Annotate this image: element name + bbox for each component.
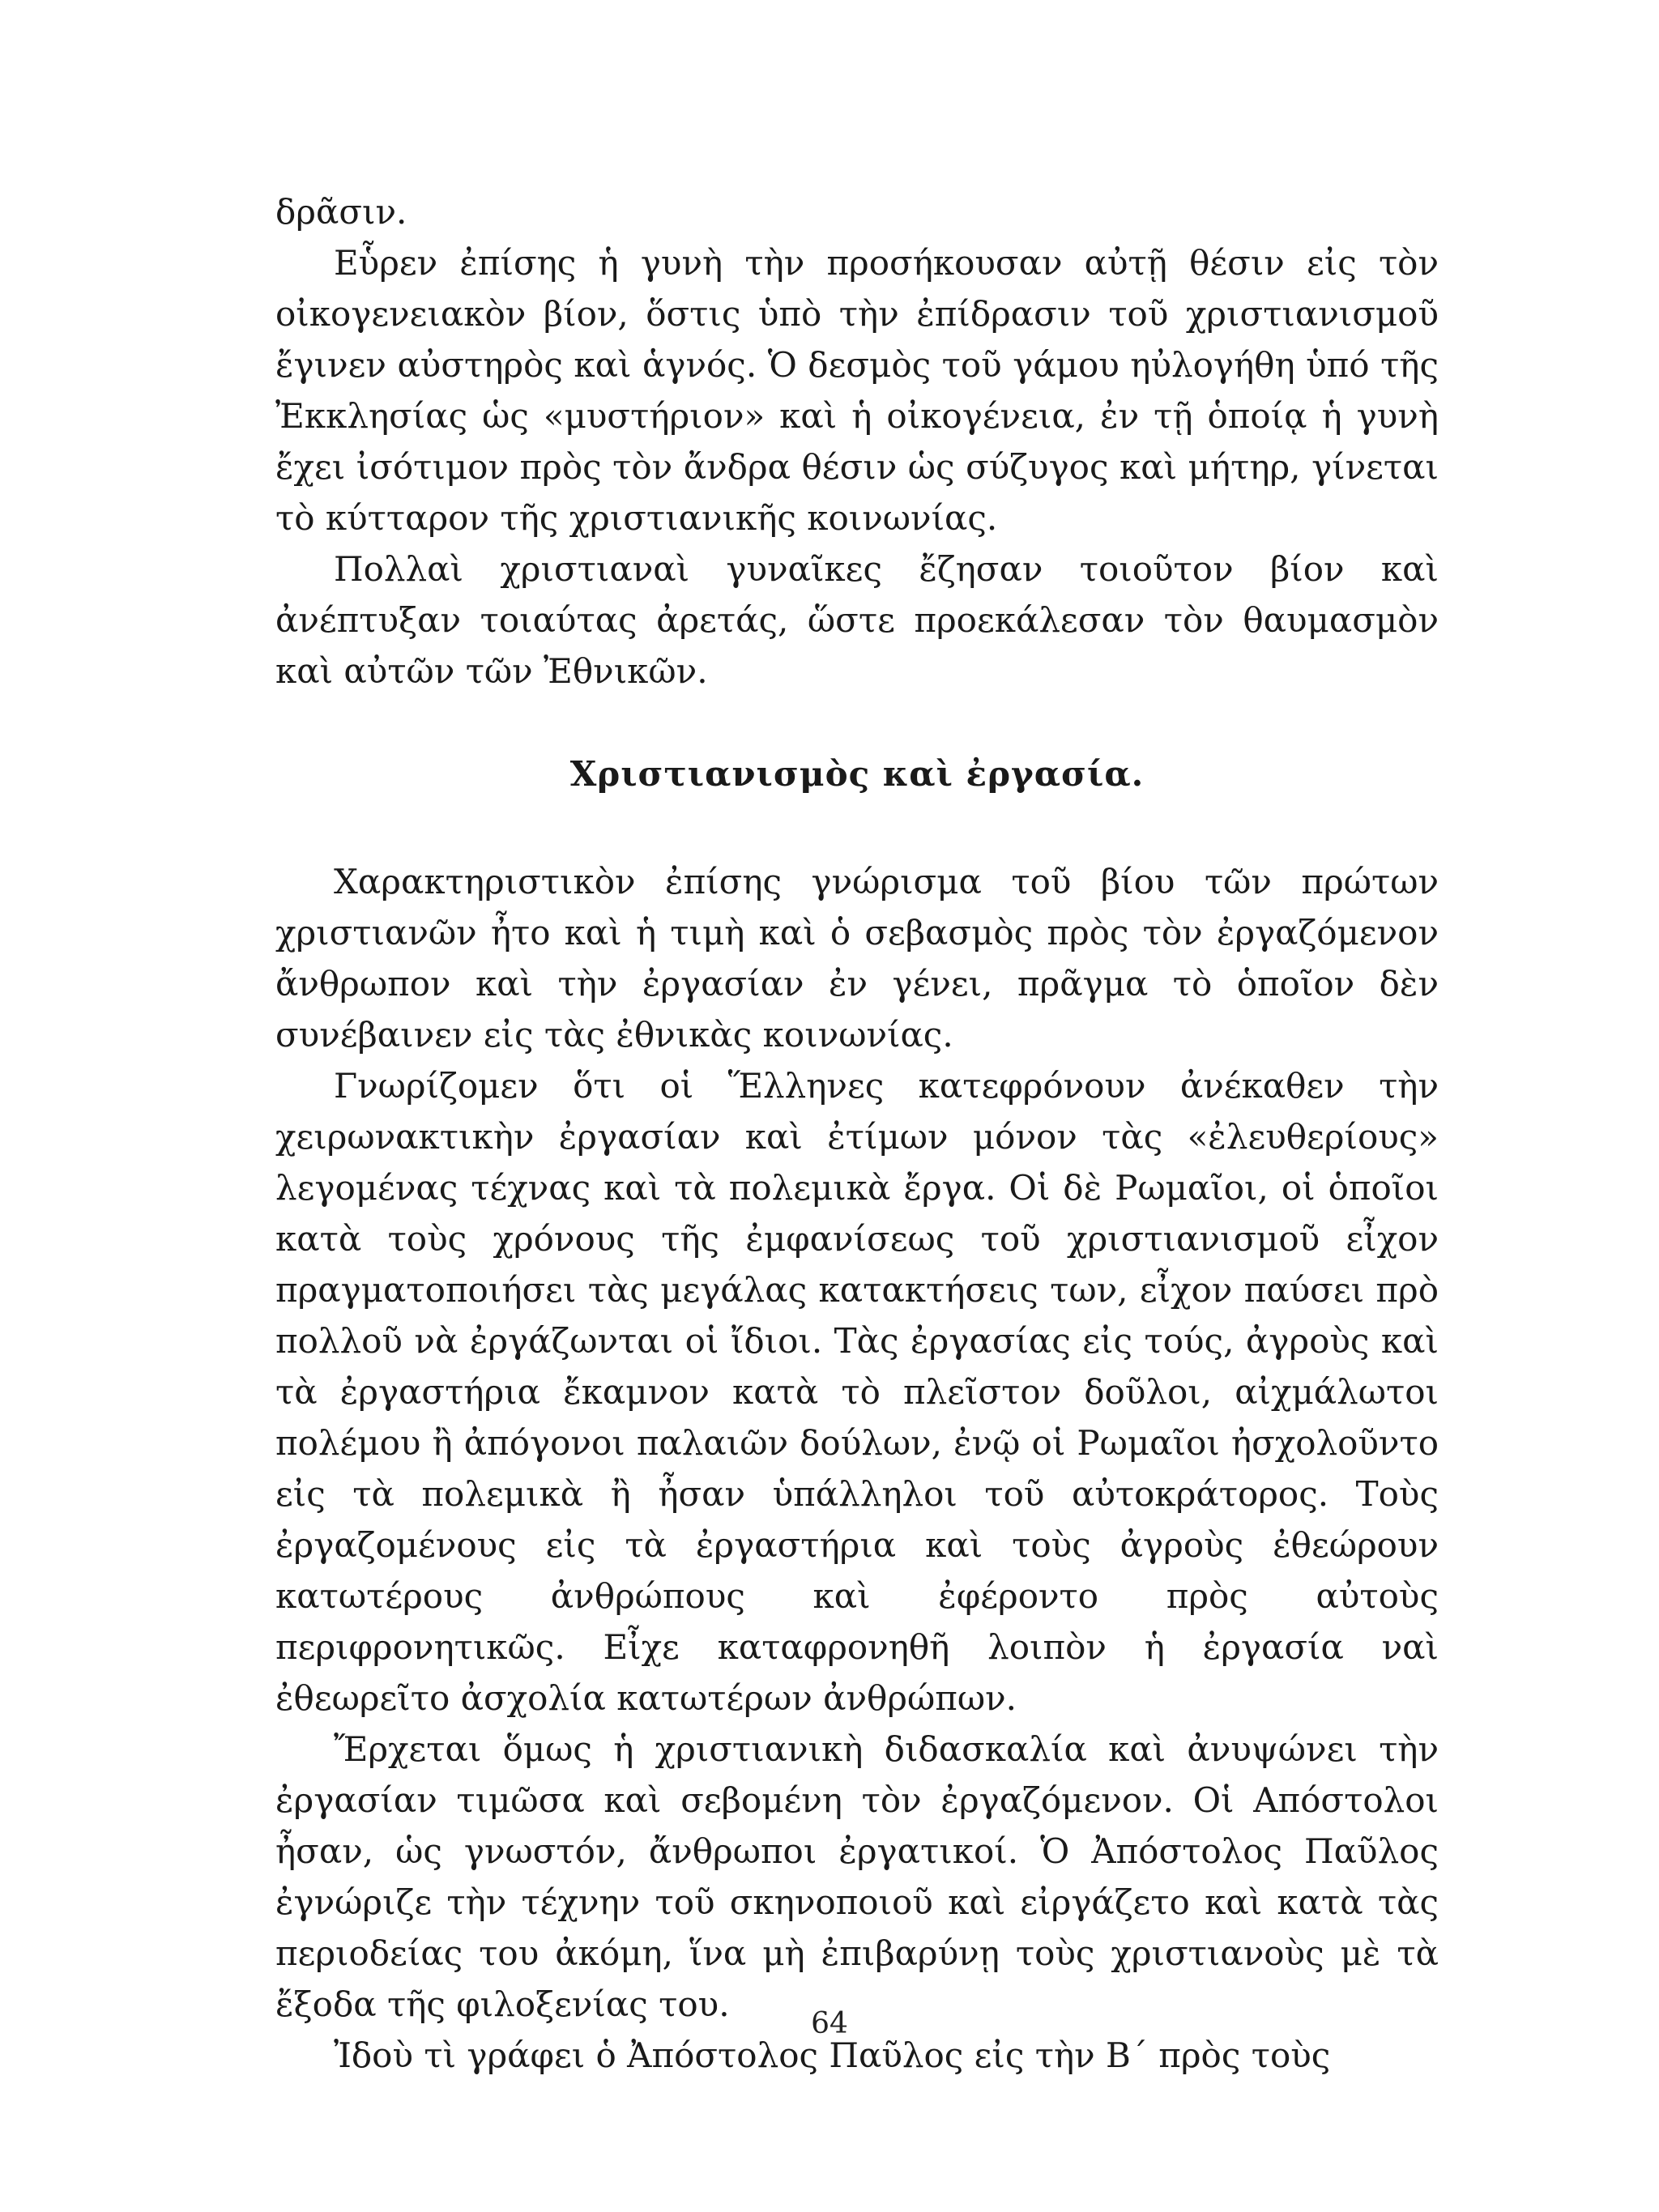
section-heading: Χριστιανισμὸς καὶ ἐργασία. xyxy=(569,754,1145,794)
paragraph-continuation: δρᾶσιν. xyxy=(275,192,407,232)
body-text xyxy=(275,186,1439,2081)
paragraph: Ἰδοὺ τὶ γράφει ὁ Ἀπόστολος Παῦλος εἰς τὴν Β΄ πρὸς τοὺς xyxy=(334,2035,1331,2075)
page-number: 64 xyxy=(811,2007,848,2040)
paragraph: Χαρακτηριστικὸν ἐπίσης γνώρισμα τοῦ βίου τῶν πρώτων χριστιανῶν ἦτο καὶ ἡ τιμὴ καὶ ὁ σεβασμὸς πρὸς τὸν ἐργαζόμενον ἄνθρωπον καὶ τὴν ἐργασίαν ἐν γένει, πρᾶγμα τὸ ὁποῖον δὲν συνέβαινεν εἰς τὰς ἐθνικὰς κοινωνίας. xyxy=(275,862,1439,1055)
paragraph: Ἔρχεται ὅμως ἡ χριστιανικὴ διδασκαλία καὶ ἀνυψώνει τὴν ἐργασίαν τιμῶσα καὶ σεβομένη τὸν ἐργαζόμενον. Οἱ Απόστολοι ἦσαν, ὡς γνωστόν, ἄνθρωποι ἐργατικοί. Ὁ Ἀπόστολος Παῦλος ἐγνώριζε τὴν τέχνην τοῦ σκηνοποιοῦ καὶ εἰργάζετο καὶ κατὰ τὰς περιοδείας του ἀκόμη, ἵνα μὴ ἐπιβαρύνῃ τοὺς χριστιανοὺς μὲ τὰ ἔξοδα τῆς φιλοξενίας του. xyxy=(275,1729,1439,2024)
paragraph: Γνωρίζομεν ὅτι οἱ Ἕλληνες κατεφρόνουν ἀνέκαθεν τὴν χειρωνακτικὴν ἐργασίαν καὶ ἐτίμων μόνον τὰς «ἐλευθερίους» λεγομένας τέχνας καὶ τὰ πολεμικὰ ἔργα. Οἱ δὲ Ρωμαῖοι, οἱ ὁποῖοι κατὰ τοὺς χρόνους τῆς ἐμφανίσεως τοῦ χριστιανισμοῦ εἶχον πραγματοποιήσει τὰς μεγάλας κατακτήσεις των, εἶχον παύσει πρὸ πολλοῦ νὰ ἐργάζωνται οἱ ἴδιοι. Τὰς ἐργασίας εἰς τούς, ἀγροὺς καὶ τὰ ἐργαστήρια ἔκαμνον κατὰ τὸ πλεῖστον δοῦλοι, αἰχμάλωτοι πολέμου ἢ ἀπόγονοι παλαιῶν δούλων, ἐνῷ οἱ Ρωμαῖοι ἠσχολοῦντο εἰς τὰ πολεμικὰ ἢ ἦσαν ὑπάλληλοι τοῦ αὐτοκράτορος. Τοὺς ἐργαζομένους εἰς τὰ ἐργαστήρια καὶ τοὺς ἀγροὺς ἐθεώρουν κατωτέρους ἀνθρώπους καὶ ἐφέροντο πρὸς αὐτοὺς περιφρονητικῶς. Εἶχε καταφρονηθῆ λοιπὸν ἡ ἐργασία ναὶ ἐθεωρεῖτο ἀσχολία κατωτέρων ἀνθρώπων. xyxy=(275,1066,1439,1718)
paragraph: Εὗρεν ἐπίσης ἡ γυνὴ τὴν προσήκουσαν αὐτῇ θέσιν εἰς τὸν οἰκογενειακὸν βίον, ὅστις ὑπὸ τὴν ἐπίδρασιν τοῦ χριστιανισμοῦ ἔγινεν αὐστηρὸς καὶ ἁγνός. Ὁ δεσμὸς τοῦ γάμου ηὐλογήθη ὑπό τῆς Ἐκκλησίας ὡς «μυστήριον» καὶ ἡ οἰκογένεια, ἐν τῇ ὁποίᾳ ἡ γυνὴ ἔχει ἰσότιμον πρὸς τὸν ἄνδρα θέσιν ὡς σύζυγος καὶ μήτηρ, γίνεται τὸ κύτταρον τῆς χριστιανικῆς κοινωνίας. xyxy=(275,243,1439,538)
paragraph: Πολλαὶ χριστιαναὶ γυναῖκες ἔζησαν τοιοῦτον βίον καὶ ἀνέπτυξαν τοιαύτας ἀρετάς, ὥστε προεκάλεσαν τὸν θαυμασμὸν καὶ αὐτῶν τῶν Ἐθνικῶν. xyxy=(275,549,1439,691)
